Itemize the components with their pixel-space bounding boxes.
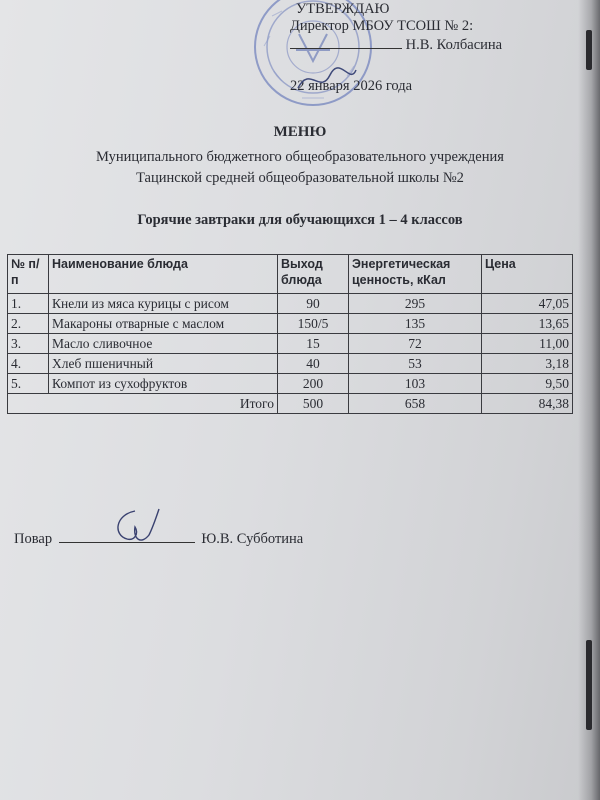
- header-name: Наименование блюда: [49, 255, 278, 294]
- cell-num: 4.: [8, 354, 49, 374]
- cell-output: 200: [278, 374, 349, 394]
- menu-table: [7, 254, 573, 414]
- menu-subtitle: Горячие завтраки для обучающихся 1 – 4 классов: [137, 212, 463, 228]
- table-row: [8, 314, 573, 334]
- cell-output: 150/5: [278, 314, 349, 334]
- org-line-2: Тацинской средней общеобразовательной школы №2: [136, 170, 464, 186]
- edge-mark: [586, 30, 592, 70]
- cell-num: 3.: [8, 334, 49, 354]
- cell-energy: 53: [349, 354, 482, 374]
- total-energy: 658: [349, 394, 482, 414]
- table-row: [8, 354, 573, 374]
- cell-output: 90: [278, 294, 349, 314]
- cell-num: 2.: [8, 314, 49, 334]
- cell-price: 3,18: [482, 354, 573, 374]
- cook-label: Повар: [14, 531, 53, 547]
- cell-price: 11,00: [482, 334, 573, 354]
- cell-name: Масло сливочное: [49, 334, 278, 354]
- header-price: Цена: [482, 255, 573, 294]
- header-energy: Энергетическая ценность, кКал: [349, 255, 482, 294]
- approval-position: Директор МБОУ ТСОШ № 2:: [290, 18, 474, 34]
- table-total-row: [8, 394, 573, 414]
- director-signature-icon: [290, 60, 360, 100]
- edge-mark: [586, 640, 592, 730]
- cell-name: Хлеб пшеничный: [49, 354, 278, 374]
- cell-name: Макароны отварные с маслом: [49, 314, 278, 334]
- cell-num: 1.: [8, 294, 49, 314]
- cell-name: Кнели из мяса курицы с рисом: [49, 294, 278, 314]
- cell-output: 15: [278, 334, 349, 354]
- table-row: [8, 294, 573, 314]
- header-num: № п/п: [8, 255, 49, 294]
- table-header-row: [8, 255, 573, 294]
- cook-signature-icon: [105, 505, 165, 555]
- table-row: [8, 334, 573, 354]
- cell-price: 9,50: [482, 374, 573, 394]
- approval-name-line: [290, 36, 540, 54]
- total-output: 500: [278, 394, 349, 414]
- cell-output: 40: [278, 354, 349, 374]
- cell-energy: 295: [349, 294, 482, 314]
- menu-title: МЕНЮ: [273, 124, 327, 140]
- cell-price: 47,05: [482, 294, 573, 314]
- signature-line: [290, 36, 402, 49]
- approval-heading: УТВЕРЖДАЮ: [296, 1, 390, 17]
- cell-price: 13,65: [482, 314, 573, 334]
- cell-num: 5.: [8, 374, 49, 394]
- approval-name: Н.В. Колбасина: [405, 37, 503, 53]
- table-row: [8, 374, 573, 394]
- cell-energy: 72: [349, 334, 482, 354]
- total-price: 84,38: [482, 394, 573, 414]
- cook-name: Ю.В. Субботина: [201, 531, 304, 547]
- org-line-1: Муниципального бюджетного общеобразовательного учреждения: [96, 149, 504, 165]
- header-output: Выход блюда: [278, 255, 349, 294]
- approval-date: 22 января 2026 года: [290, 78, 413, 94]
- total-label: Итого: [8, 394, 278, 414]
- cell-energy: 135: [349, 314, 482, 334]
- cell-name: Компот из сухофруктов: [49, 374, 278, 394]
- cell-energy: 103: [349, 374, 482, 394]
